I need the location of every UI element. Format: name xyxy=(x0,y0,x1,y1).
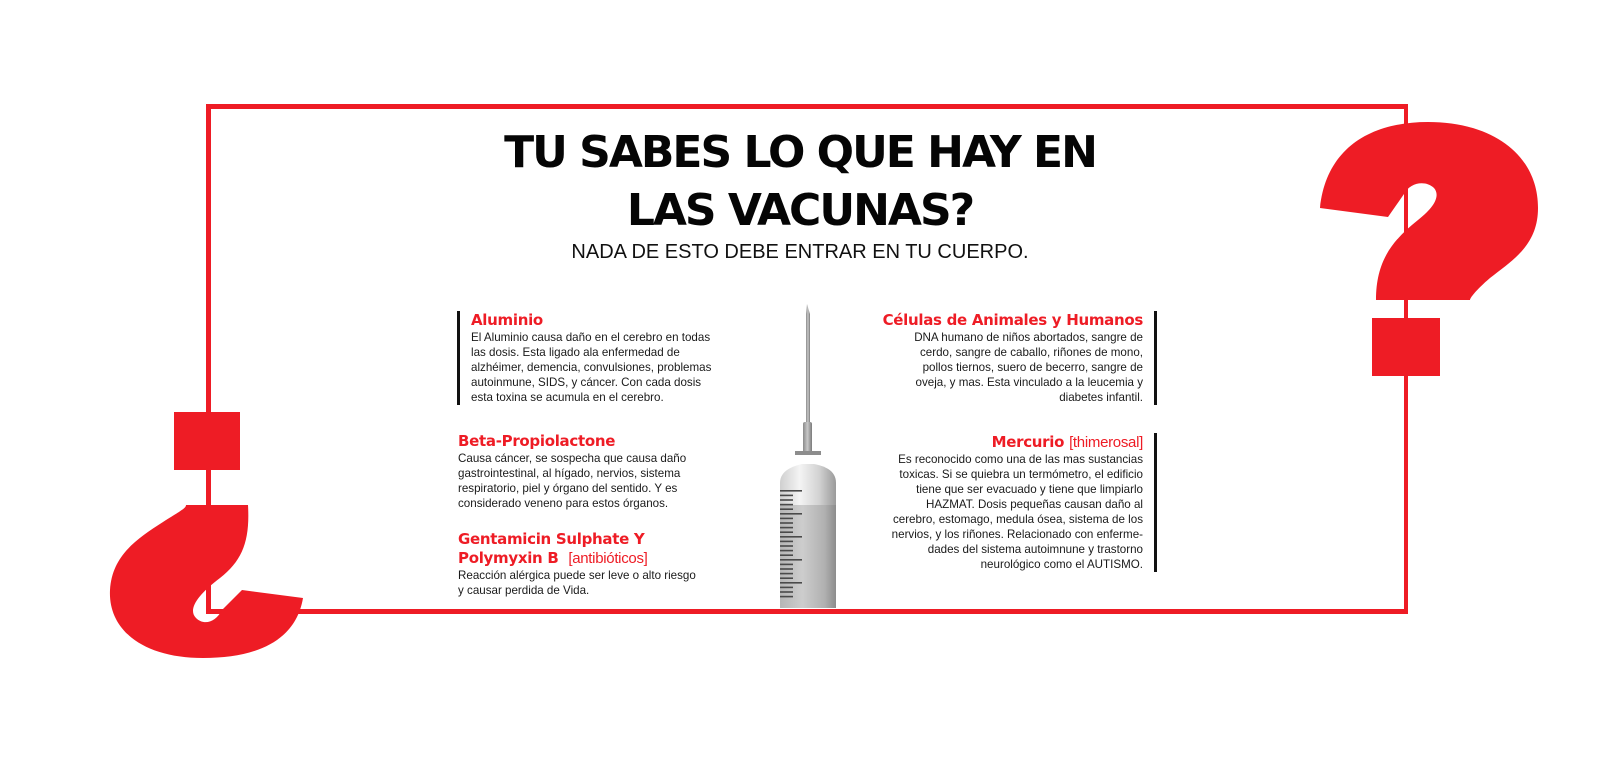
ingredient-tag: [antibióticos] xyxy=(568,550,648,567)
ingredient-celulas xyxy=(860,311,1157,405)
ingredient-name: Mercurio xyxy=(991,433,1065,451)
syringe-tick xyxy=(780,591,793,593)
syringe-tick xyxy=(780,499,793,501)
ingredient-tag: [thimerosal] xyxy=(1069,434,1143,451)
description-line: y causar perdida de Vida. xyxy=(458,584,590,597)
description-line: autoinmune, SIDS, y cáncer. Con cada dosis xyxy=(471,376,702,389)
syringe-tick xyxy=(780,504,793,506)
description-line: alzhéimer, demencia, convulsiones, problemas xyxy=(471,361,712,374)
ingredient-description xyxy=(458,451,748,511)
syringe-tick xyxy=(780,587,793,589)
description-line: neurológico como el AUTISMO. xyxy=(980,558,1143,571)
description-line: gastrointestinal, al hígado, nervios, sistema xyxy=(458,467,681,480)
description-line: oveja, y mas. Esta vinculado a la leucemia y xyxy=(915,376,1143,389)
description-line: considerado veneno para estos órganos. xyxy=(458,497,669,510)
description-line: cerdo, sangre de caballo, riñones de mono, xyxy=(920,346,1143,359)
description-line: cerebro, estomago, medula ósea, sistema de los xyxy=(892,513,1143,526)
ingredient-heading-line-2 xyxy=(458,549,748,568)
description-line: toxicas. Si se quiebra un termómetro, el edificio xyxy=(899,468,1143,481)
syringe-tick xyxy=(780,513,802,515)
ingredient-heading xyxy=(860,433,1143,452)
page-title-line-2: LAS VACUNAS? xyxy=(626,185,974,236)
syringe-tick xyxy=(780,577,793,579)
description-line: esta toxina se acumula en el cerebro. xyxy=(471,391,664,404)
description-line: respiratorio, piel y órgano del sentido. Y es xyxy=(458,482,678,495)
ingredient-description xyxy=(860,330,1143,405)
description-line: tiene que ser evacuado y tiene que limpiarlo xyxy=(916,483,1143,496)
syringe-tick xyxy=(780,508,793,510)
ingredient-aluminio xyxy=(457,311,761,405)
syringe-tick xyxy=(780,559,802,561)
ingredient-mercurio xyxy=(860,433,1157,572)
description-line: dades del sistema autoimnune y trastorno xyxy=(927,543,1143,556)
page-title-line-1: TU SABES LO QUE HAY EN xyxy=(504,127,1096,178)
syringe-tick xyxy=(780,527,793,529)
syringe-tick xyxy=(780,541,793,543)
syringe-tick xyxy=(780,545,793,547)
syringe-tick xyxy=(780,573,793,575)
ingredient-heading: Células de Animales y Humanos xyxy=(882,311,1143,329)
syringe-tick xyxy=(780,518,793,520)
ingredient-heading-line-1: Gentamicin Sulphate Y xyxy=(458,530,645,548)
syringe-tick xyxy=(780,536,802,538)
ingredient-description xyxy=(471,330,761,405)
syringe-tick xyxy=(780,568,793,570)
ingredient-heading: Beta-Propiolactone xyxy=(458,432,616,450)
syringe-tick xyxy=(780,495,793,497)
description-line: El Aluminio causa daño en el cerebro en todas xyxy=(471,331,711,344)
syringe-tick xyxy=(780,550,793,552)
description-line: pollos tiernos, suero de becerro, sangre de xyxy=(922,361,1143,374)
syringe-tick xyxy=(780,531,793,533)
syringe-tick xyxy=(780,490,802,492)
syringe-tick xyxy=(780,596,793,598)
description-line: diabetes infantil. xyxy=(1059,391,1143,404)
description-line: DNA humano de niños abortados, sangre de xyxy=(914,331,1143,344)
ingredient-description xyxy=(458,568,748,598)
ingredient-beta-propiolactone xyxy=(458,432,748,511)
description-line: Es reconocido como una de las mas sustancias xyxy=(898,453,1143,466)
ingredient-description xyxy=(860,452,1143,572)
description-line: nervios, y los riñones. Relacionado con enferme- xyxy=(891,528,1143,541)
page-subtitle: NADA DE ESTO DEBE ENTRAR EN TU CUERPO. xyxy=(571,241,1029,263)
syringe-tick xyxy=(780,564,793,566)
ingredient-gentamicin xyxy=(458,530,748,598)
description-line: las dosis. Esta ligado ala enfermedad de xyxy=(471,346,680,359)
syringe-tick xyxy=(780,522,793,524)
ingredient-name: Polymyxin B xyxy=(458,549,559,567)
syringe-tick xyxy=(780,554,793,556)
description-line: Causa cáncer, se sospecha que causa daño xyxy=(458,452,687,465)
ingredient-heading: Aluminio xyxy=(471,311,543,329)
syringe-icon xyxy=(772,300,844,608)
description-line: HAZMAT. Dosis pequeñas causan daño al xyxy=(926,498,1143,511)
syringe-tick xyxy=(780,582,802,584)
description-line: Reacción alérgica puede ser leve o alto riesgo xyxy=(458,569,696,582)
